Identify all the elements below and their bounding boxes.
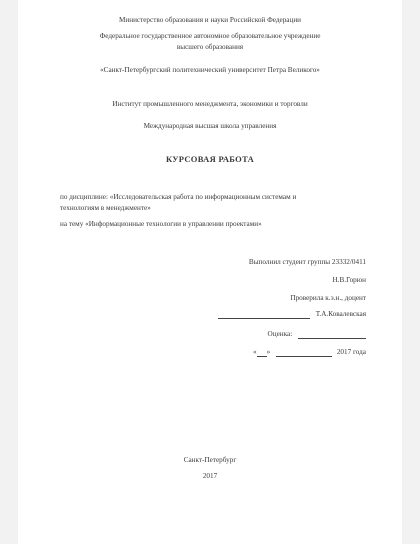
university-name: «Санкт-Петербургский политехнический университет Петра Великого» <box>100 66 320 74</box>
checker-signature-blank <box>218 318 310 319</box>
checker-signature-row <box>218 310 366 319</box>
date-month-blank <box>276 356 332 357</box>
grade-label: Оценка: <box>267 330 293 338</box>
footer-year: 2017 <box>202 472 218 480</box>
date-open-quote: « <box>253 348 257 356</box>
date-close-quote: » <box>266 348 271 356</box>
student-line: Выполнил студент группы 23332/0411 <box>248 258 366 266</box>
institution-line-2: высшего образования <box>176 43 244 51</box>
institution-line-1: Федеральное государственное автономное образовательное учреждение <box>99 32 321 40</box>
student-name: Н.В.Горюн <box>332 276 366 284</box>
date-row <box>253 348 366 357</box>
footer-city: Санкт-Петербург <box>183 456 237 464</box>
date-day-blank <box>257 356 267 357</box>
checker-line: Проверила к.э.н., доцент <box>290 294 366 302</box>
discipline-line-1: по дисциплине: «Исследовательская работа по информационным системам и <box>60 193 297 201</box>
grade-blank <box>298 338 366 339</box>
document-page <box>18 0 402 544</box>
school-name: Международная высшая школа управления <box>143 122 277 130</box>
checker-name: Т.А.Ковалевская <box>315 310 366 318</box>
date-year: 2017 года <box>336 348 366 356</box>
institute-name: Институт промышленного менеджмента, экономики и торговли <box>112 100 308 108</box>
grade-row <box>268 330 366 339</box>
topic-line: на тему «Информационные технологии в управлении проектами» <box>60 220 262 228</box>
document-title: КУРСОВАЯ РАБОТА <box>165 154 255 164</box>
ministry-line: Министерство образования и науки Российской Федерации <box>118 16 302 24</box>
discipline-line-2: технологиям в менеджменте» <box>60 204 151 212</box>
